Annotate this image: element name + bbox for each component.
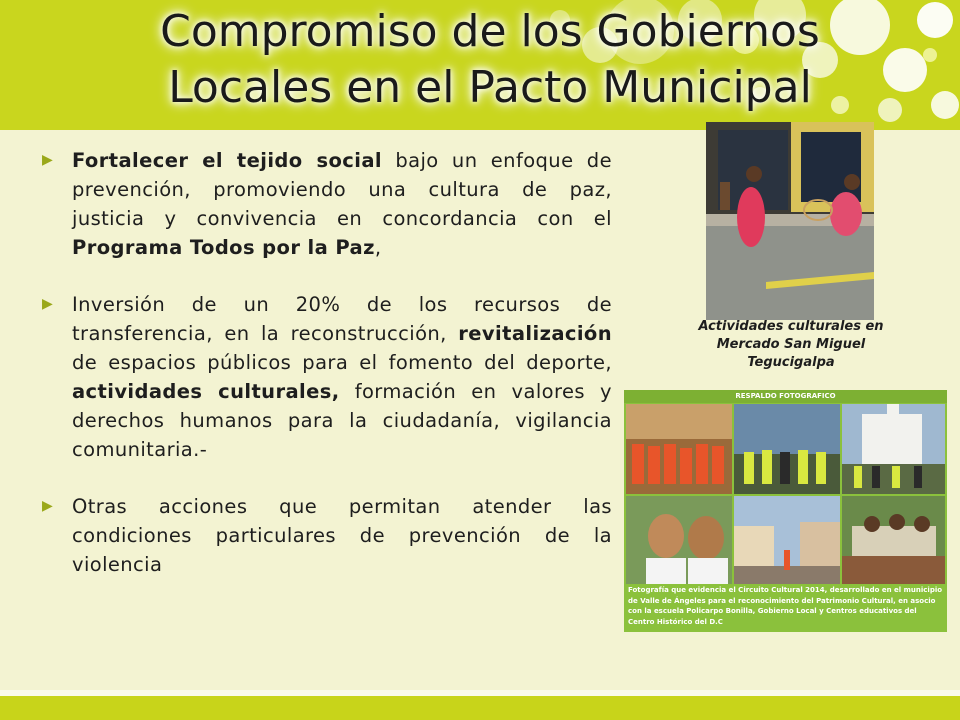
triangle-right-icon: ▶ [42,152,54,168]
triangle-right-icon: ▶ [42,498,54,514]
collage-header: RESPALDO FOTOGRAFICO [624,390,947,403]
caption-line-3: Tegucigalpa [747,355,835,370]
bullet-2-bold-1: revitalización [458,322,612,345]
title-line-2: Locales en el Pacto Municipal [168,62,812,113]
bullet-item-3 [40,492,612,579]
collage-photo-2 [734,404,840,494]
collage-photo-5 [734,496,840,584]
caption-line-2: Mercado San Miguel [716,337,866,352]
bullet-1-text-2: , [374,236,382,259]
photo-caption [682,318,900,372]
caption-line-1: Actividades culturales en [698,319,884,334]
slide-title [90,4,890,116]
collage-photo-4 [626,496,732,584]
collage-photo-3 [842,404,945,494]
bullet-2-text-1: Inversión de un 20% de los recursos de transferencia, en la reconstrucción, [72,293,612,345]
collage-caption: Fotografía que evidencia el Circuito Cultural 2014, desarrollado en el municipio de Valle de Ángeles para el reconocimiento del Patrimonio Cultural, en asocio con la escuela Policarpo Bonilla, Gobierno Local y Centros educativos del Centro Histórico del D.C [628,586,943,626]
bullet-list [40,146,612,607]
bullet-3-text: Otras acciones que permitan atender las condiciones particulares de prevención de la violencia [72,495,612,576]
bullet-2-text-2: de espacios públicos para el fomento del deporte, [72,351,612,374]
footer-band [0,690,960,720]
street-scene-image [706,122,874,320]
collage-photo-1 [626,404,732,494]
bullet-1-bold-2: Programa Todos por la Paz [72,236,375,259]
bullet-1-bold-1: Fortalecer el tejido social [72,149,382,172]
triangle-right-icon: ▶ [42,296,54,312]
bullet-item-2 [40,290,612,464]
title-line-1: Compromiso de los Gobiernos [160,6,820,57]
header-band [0,0,960,130]
bullet-1-text-1: bajo un enfoque de prevención, promoviendo una cultura de paz, justicia y convivencia en concordancia con el [72,149,612,230]
bullet-2-text-3: formación en valores y derechos humanos para la ciudadanía, vigilancia comunitaria.- [72,380,612,461]
bullet-2-bold-2: actividades culturales, [72,380,340,403]
photo-collage [624,390,947,632]
cultural-activity-photo [706,122,874,320]
collage-photo-6 [842,496,945,584]
bullet-item-1 [40,146,612,262]
